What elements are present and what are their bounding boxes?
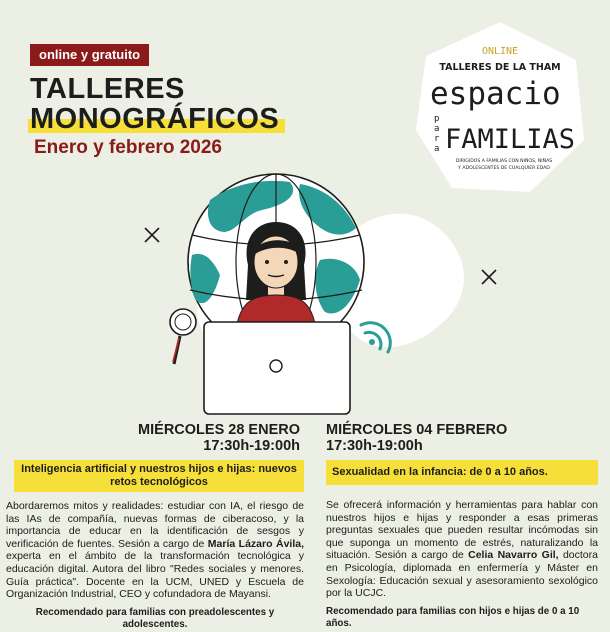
logo-para-2: a <box>434 124 440 134</box>
workshop-1-topic: Inteligencia artificial y nuestros hijos e hijas: nuevos retos tecnológicos <box>14 460 304 492</box>
workshop-2-topic: Sexualidad en la infancia: de 0 a 10 años. <box>326 460 598 485</box>
workshop-1-day: MIÉRCOLES 28 ENERO <box>138 422 300 438</box>
logo-talleres: TALLERES DE LA THAM <box>439 62 561 73</box>
workshop-card-2 <box>326 422 598 631</box>
workshop-card-1 <box>6 422 304 632</box>
workshop-2-speaker: Celia Navarro Gil, <box>468 549 559 562</box>
cross-mark-right <box>482 270 496 284</box>
logo-familias: FAMILIAS <box>445 124 576 155</box>
logo-para-1: p <box>434 114 440 124</box>
workshop-2-recommended: Recomendado para familias con hijos e hijas de 0 a 10 años. <box>326 605 580 630</box>
laptop-icon <box>204 322 350 414</box>
logo-online: ONLINE <box>481 46 519 57</box>
workshop-1-hours: 17:30h-19:00h <box>203 438 300 454</box>
logo-sub-1: DIRIGIDOS A FAMILIAS CON NIÑOS, NIÑAS <box>455 159 553 164</box>
title-line-1: TALLERES <box>30 73 185 105</box>
logo-sub-2: Y ADOLESCENTES DE CUALQUIER EDAD <box>458 166 550 171</box>
workshop-2-day: MIÉRCOLES 04 FEBRERO <box>326 422 508 438</box>
workshop-1-description: Abordaremos mitos y realidades: estudiar con IA, el riesgo de las IAs de compañía, nuevas formas de ciberacoso, y la importancia de educar en la identificación de sesgos y verificación de fuentes. Sesión a cargo de María Lázaro Ávila, experta en el ámbito de la transformación tecnológica y educación digital. Autora del libro "Redes sociales y menores. Guía práctica". Docente en la UCM, UNED y Escuela de Organización Industrial, CEO y cofundadora de Mayansi. <box>6 500 304 601</box>
logo-para-4: a <box>434 144 440 154</box>
cross-mark-left <box>145 228 159 242</box>
magnifier-icon <box>170 309 196 364</box>
online-free-badge: online y gratuito <box>30 44 149 66</box>
workshop-1-recommended: Recomendado para familias con preadolescentes y adolescentes. <box>35 606 275 631</box>
logo-espacio: espacio <box>430 76 561 112</box>
title-line-2: MONOGRÁFICOS <box>30 104 279 134</box>
logo-para-3: r <box>434 134 440 144</box>
workshop-2-description: Se ofrecerá información y herramientas para hablar con nuestros hijos e hijas y responder a esas primeras preguntas sexuales que pueden resultar incómodas sin que suponga un momento de estrés, naturalizando la situación. Sesión a cargo de Celia Navarro Gil, doctora en Psicología, diplomada en enfermería y Máster en Sexología: Educación sexual y asesoramiento sexológico por la UCJC. <box>326 499 598 600</box>
workshop-1-speaker: María Lázaro Ávila, <box>207 537 304 550</box>
date-range: Enero y febrero 2026 <box>34 137 222 158</box>
workshop-2-hours: 17:30h-19:00h <box>326 438 423 454</box>
